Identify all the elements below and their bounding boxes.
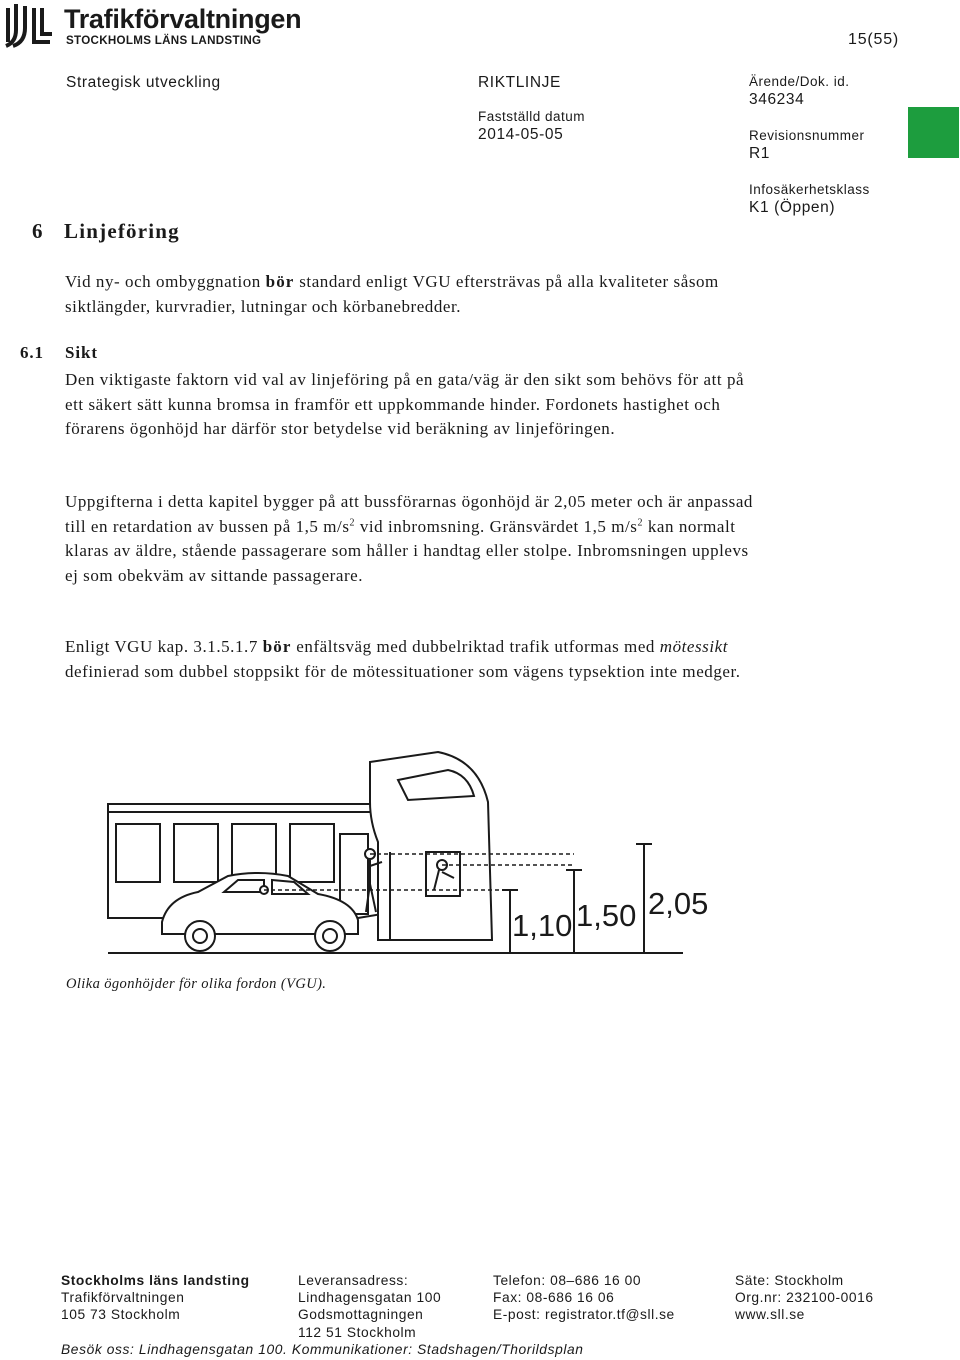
section-number: 6: [32, 219, 44, 243]
subsection-heading: [20, 343, 98, 363]
footer-seat: Säte: Stockholm: [735, 1273, 844, 1288]
footer-org-unit: Trafikförvaltningen: [61, 1290, 185, 1306]
doc-type: RIKTLINJE: [478, 74, 561, 91]
figure-caption: Olika ögonhöjder för olika fordon (VGU).: [66, 976, 327, 992]
term-motessikt: mötessikt: [659, 637, 728, 656]
paragraph-3: Enligt VGU kap. 3.1.5.1.7 bör enfältsväg med dubbelriktad trafik utformas med mötessikt definierad som dubbel stoppsikt för de mötessituationer som vägens typsektion inte medger.: [65, 637, 741, 681]
section-intro: Vid ny- och ombyggnation bör standard enligt VGU eftersträvas på alla kvaliteter såsom siktlängder, kurvradier, lutningar och körbanebredder.: [65, 272, 719, 316]
section-title: Linjeföring: [64, 219, 180, 243]
footer-col-delivery: [298, 1272, 441, 1341]
subsection-number: 6.1: [20, 343, 44, 362]
page-number: 15(55): [848, 31, 900, 48]
revision-value: R1: [749, 145, 771, 162]
classification-color-box: [908, 107, 959, 158]
footer-delivery-dept: Godsmottagningen: [298, 1307, 424, 1323]
footer-col-org: [61, 1272, 250, 1324]
case-value: 346234: [749, 91, 805, 108]
logo-subtitle: STOCKHOLMS LÄNS LANDSTING: [66, 34, 262, 47]
paragraph-2: Uppgifterna i detta kapitel bygger på att bussförarnas ögonhöjd är 2,05 meter och är anpassad till en retardation av bussen på 1,5 $m/s^2$ vid inbromsning. Gränsvärdet 1,5 $m/s^2$ kan normalt klaras av äldre, stående passagerare som håller i handtag eller stolpe. Inbromsningen upplevs ej som obekväm av sittande passagerare.: [65, 492, 753, 585]
footer-orgnr: Org.nr: 232100-0016: [735, 1290, 874, 1306]
height-label-car: 1,10: [512, 908, 573, 943]
case-label: Ärende/Dok. id.: [749, 74, 850, 89]
department: Strategisk utveckling: [66, 74, 221, 91]
footer-delivery-label: Leveransadress:: [298, 1273, 409, 1288]
footer-col-contact: [493, 1272, 675, 1324]
footer-org-name: Stockholms läns landsting: [61, 1273, 250, 1288]
footer-email-link[interactable]: E-post: registrator.tf@sll.se: [493, 1307, 675, 1323]
footer-fax: Fax: 08-686 16 06: [493, 1290, 615, 1306]
emphasis-bor-2: bör: [262, 637, 292, 656]
revision-label: Revisionsnummer: [749, 128, 865, 143]
paragraph-1: Den viktigaste faktorn vid val av linjeföring på en gata/väg är den sikt som behövs för att på ett säkert sätt kunna bromsa in framför ett uppkommande hinder. Fordonets hastighet och förarens ögonhöjd har därför stor betydelse vid beräkning av linjeföringen.: [65, 370, 745, 439]
emphasis-bor: bör: [265, 272, 295, 291]
subsection-title: Sikt: [65, 343, 98, 362]
footer-delivery-street: Lindhagensgatan 100: [298, 1290, 442, 1306]
established-value: 2014-05-05: [478, 126, 564, 143]
security-label: Infosäkerhetsklass: [749, 182, 870, 197]
security-value: K1 (Öppen): [749, 199, 836, 216]
section-heading: [32, 219, 180, 244]
height-label-bus: 2,05: [648, 886, 709, 921]
footer-phone: Telefon: 08–686 16 00: [493, 1273, 642, 1288]
eye-height-illustration: [108, 752, 709, 962]
footer-delivery-postal: 112 51 Stockholm: [298, 1324, 417, 1340]
logo-icon: [6, 4, 54, 46]
footer-org-postal: 105 73 Stockholm: [61, 1307, 181, 1323]
footer-website-link[interactable]: www.sll.se: [735, 1307, 805, 1323]
height-label-truck: 1,50: [576, 898, 637, 933]
footer-col-registry: [735, 1272, 874, 1324]
established-label: Fastställd datum: [478, 109, 586, 124]
logo-name: Trafikförvaltningen: [64, 4, 302, 34]
footer-visit: Besök oss: Lindhagensgatan 100. Kommunikationer: Stadshagen/Thorildsplan: [61, 1342, 584, 1357]
